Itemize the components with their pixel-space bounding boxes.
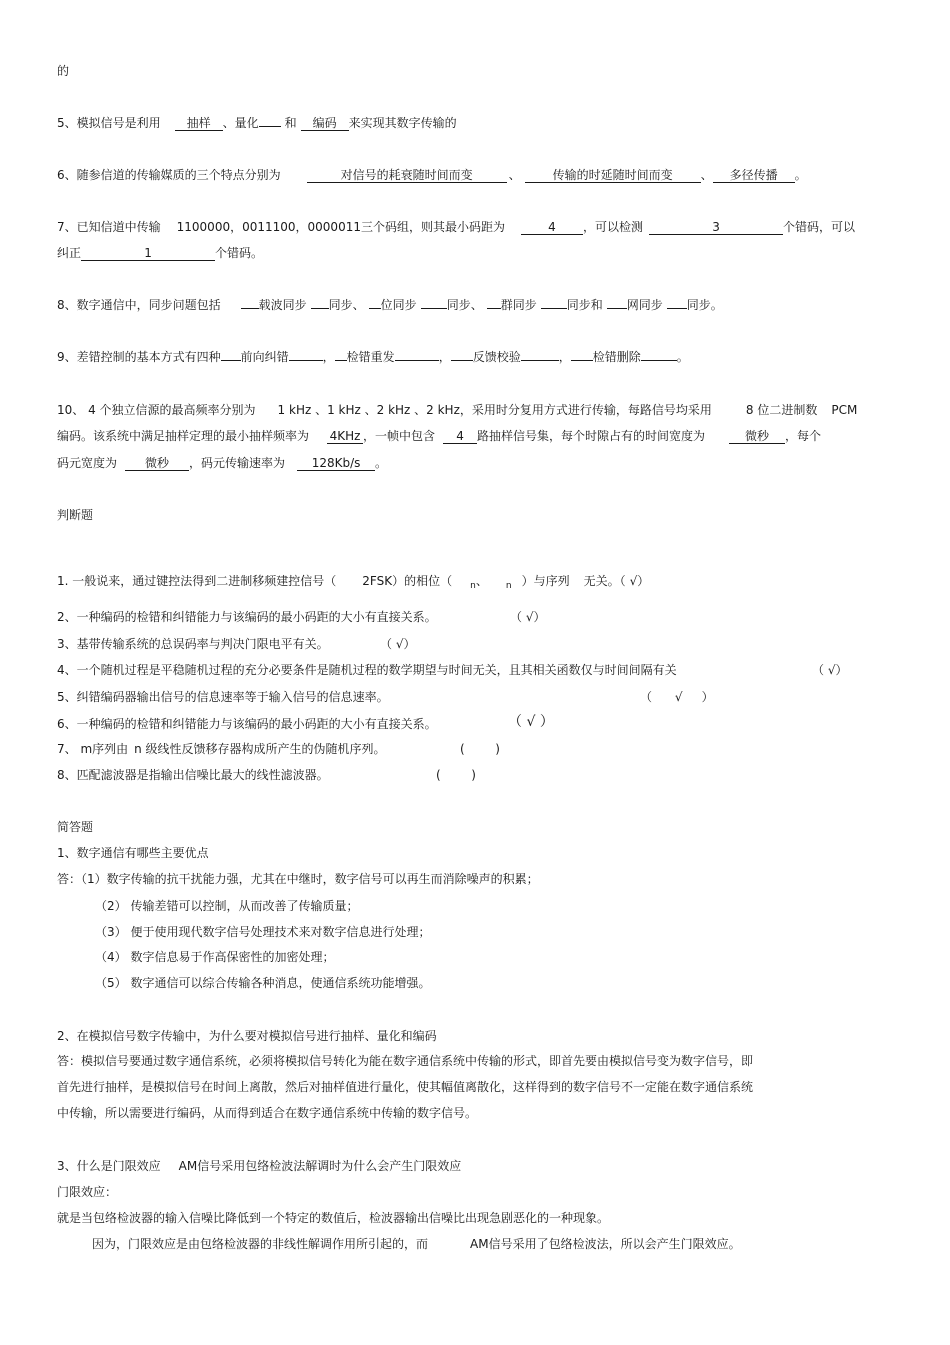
q9-blank-2a (335, 360, 347, 361)
q10-line2-d: ，每个 (785, 429, 822, 443)
q6-sep-1: 、 (508, 168, 521, 182)
q10-freqs: 1 kHz 、1 kHz 、2 kHz 、2 kHz (277, 403, 460, 417)
judge-2-mark (510, 609, 545, 625)
q10-answer-2: 4 (443, 429, 477, 444)
q8-blank-2 (311, 308, 329, 309)
judge-3-text: 3、基带传输系统的总误码率与判决门限电平有关。 (57, 637, 329, 651)
q8-sync-3: 同步和 (566, 298, 603, 312)
q7-prefix: 7、已知信道中传输 (57, 220, 161, 234)
q7-mid-1: 三个码组，则其最小码距为 (360, 220, 505, 234)
q6-end: 。 (794, 168, 807, 182)
short-q1-line-4 (95, 949, 334, 965)
short-heading (57, 819, 93, 835)
short-q3-title-a: 3、什么是门限效应 (57, 1159, 161, 1173)
q5-blank-2 (259, 126, 281, 127)
q10-line3-c: 。 (375, 456, 388, 470)
q9-blank-2b (395, 360, 439, 361)
judge-5-mark (640, 689, 714, 705)
q7-line2-suffix: 个错码。 (215, 246, 264, 260)
q10-answer-5: 128Kb/s (297, 456, 375, 471)
q8-blank-5 (487, 308, 501, 309)
q8-term-1: 载波同步 (258, 298, 307, 312)
q9-blank-4a (571, 360, 593, 361)
q8-sync-1: 同步、 (328, 298, 365, 312)
short-q2-line-3 (57, 1105, 477, 1121)
judge-7-text-b: n 级线性反馈移存器构成所产生的伪随机序列。 (134, 742, 386, 756)
short-q1-title (57, 845, 209, 861)
judge-item-4 (57, 662, 677, 678)
q7-line2-prefix: 纠正 (57, 246, 82, 260)
q6-sep-2: 、 (700, 168, 713, 182)
short-q3-title-b: AM信号采用包络检波法解调时为什么会产生门限效应 (178, 1159, 462, 1173)
short-q2-line-1 (57, 1053, 753, 1069)
judge-item-1 (57, 573, 649, 594)
short-q1-line-1 (57, 871, 539, 887)
judge-5-mark-text: （ √ ） (640, 690, 714, 704)
judge-7-mark-text: ( ) (460, 742, 500, 756)
judge-item-7 (57, 741, 386, 757)
q10-bits: 8 位二进制数 (745, 403, 818, 417)
q9-blank-3a (451, 360, 473, 361)
page-fragment (57, 63, 69, 79)
short-q1-line-3-text: （3） 便于使用现代数字信号处理技术来对数字信息进行处理； (95, 925, 431, 939)
q9-prefix: 9、差错控制的基本方式有四种 (57, 350, 221, 364)
question-6 (57, 167, 807, 183)
judge-6-text: 6、一种编码的检错和纠错能力与该编码的最小码距的大小有直接关系。 (57, 717, 437, 731)
q10-line1-a: 10、 4 个独立信源的最高频率分别为 (57, 403, 256, 417)
judge-item-6 (57, 716, 437, 732)
judge-1-text-d: 无关。（ (583, 574, 626, 588)
judge-6-mark-text: （ √ ） (508, 714, 554, 730)
q10-answer-3: 微秒 (729, 429, 785, 444)
short-q3-label-text: 门限效应： (57, 1185, 118, 1199)
short-q2-line-2-text: 首先进行抽样，是模拟信号在时间上离散，然后对抽样值进行量化，使其幅值离散化，这样得到的数字信号不一定能在数字通信系统 (57, 1080, 754, 1094)
judge-heading (57, 507, 93, 523)
judge-4-mark-text: （ √） (812, 663, 848, 677)
q9-end: 。 (676, 350, 689, 364)
judge-1-sub-1: n (470, 581, 476, 591)
q7-codes: 1100000，0011100，0000011 (176, 220, 361, 234)
judge-1-sub-2: n (505, 581, 512, 591)
short-q1-line-3 (95, 924, 430, 940)
short-q3-definition (57, 1210, 609, 1226)
q8-prefix: 8、数字通信中，同步问题包括 (57, 298, 221, 312)
q6-answer-2: 传输的时延随时间而变 (525, 168, 701, 183)
q10-line2-a: 编码。该系统中满足抽样定理的最小抽样频率为 (57, 429, 310, 443)
judge-8-mark-text: ( ) (436, 768, 476, 782)
q5-answer-1: 抽样 (175, 116, 223, 131)
judge-1-text-e: ） (637, 574, 650, 588)
q5-prefix: 5、模拟信号是利用 (57, 116, 161, 130)
q10-line2-b: ，一帧中包含 (363, 429, 436, 443)
q10-line3-a: 码元宽度为 (57, 456, 118, 470)
short-q3-title (57, 1158, 461, 1174)
q9-blank-4b (641, 360, 677, 361)
short-q1-line-5-text: （5） 数字通信可以综合传输各种消息，使通信系统功能增强。 (95, 976, 431, 990)
judge-8-text: 8、匹配滤波器是指输出信噪比最大的线性滤波器。 (57, 768, 329, 782)
question-10-line-3 (57, 455, 387, 471)
q10-pcm: PCM (831, 403, 858, 417)
judge-1-text-b: ）的相位（ (392, 574, 453, 588)
q10-line3-b: ，码元传输速率为 (189, 456, 286, 470)
q8-sync-4: 同步。 (686, 298, 723, 312)
short-heading-text: 简答题 (57, 820, 94, 834)
short-q3-label (57, 1184, 117, 1200)
question-10-line-1 (57, 402, 857, 418)
judge-3-mark-text: （ √） (380, 637, 416, 651)
question-10-line-2 (57, 428, 821, 444)
short-q2-line-2 (57, 1079, 753, 1095)
judge-item-3 (57, 636, 329, 652)
q8-blank-4 (421, 308, 447, 309)
q9-term-2: 检错重发 (346, 350, 395, 364)
short-q2-line-1-text: 答：模拟信号要通过数字通信系统，必须将模拟信号转化为能在数字通信系统中传输的形式，即首先要由模拟信号变为数字信号，即 (57, 1054, 754, 1068)
q8-blank-8 (667, 308, 687, 309)
judge-1-mid: 、 (475, 574, 488, 588)
q8-term-3: 群同步 (500, 298, 537, 312)
short-q1-line-2 (95, 898, 358, 914)
short-q1-title-text: 1、数字通信有哪些主要优点 (57, 846, 209, 860)
q9-blank-3b (521, 360, 559, 361)
q6-prefix: 6、随参信道的传输媒质的三个特点分别为 (57, 168, 281, 182)
q7-answer-2: 3 (649, 220, 783, 235)
q9-blank-1b (289, 360, 323, 361)
short-q1-line-5 (95, 975, 430, 991)
q7-answer-3: 1 (81, 246, 215, 261)
judge-1-code: 2FSK (362, 574, 393, 588)
short-q3-reason (92, 1236, 741, 1252)
q7-answer-1: 4 (521, 220, 583, 235)
short-q2-line-3-text: 中传输，所以需要进行编码，从而得到适合在数字通信系统中传输的数字信号。 (57, 1106, 478, 1120)
q8-blank-1 (241, 308, 259, 309)
q8-sync-2: 同步、 (446, 298, 483, 312)
q9-term-3: 反馈校验 (472, 350, 521, 364)
judge-heading-text: 判断题 (57, 508, 94, 522)
judge-1-mark: √ (629, 574, 638, 588)
short-q1-line-2-text: （2） 传输差错可以控制，从而改善了传输质量； (95, 899, 359, 913)
judge-5-text: 5、纠错编码器输出信号的信息速率等于输入信号的信息速率。 (57, 690, 389, 704)
q5-sep-1: 、量化 (222, 116, 259, 130)
short-q1-line-1-text: 答：（1）数字传输的抗干扰能力强，尤其在中继时，数字信号可以再生而消除噪声的积累； (57, 872, 539, 886)
q10-line1-b: ，采用时分复用方式进行传输，每路信号均采用 (459, 403, 712, 417)
judge-item-8 (57, 767, 329, 783)
q7-mid-2: ，可以检测 (583, 220, 644, 234)
judge-4-text: 4、一个随机过程是平稳随机过程的充分必要条件是随机过程的数学期望与时间无关，且其相关函数仅与时间间隔有关 (57, 663, 677, 677)
q10-answer-1: 4KHz (327, 429, 363, 444)
q8-term-2: 位同步 (380, 298, 417, 312)
q6-answer-1: 对信号的耗衰随时间而变 (307, 168, 507, 183)
judge-item-5 (57, 689, 389, 705)
short-q3-reason-b: AM信号采用了包络检波法，所以会产生门限效应。 (470, 1237, 741, 1251)
q10-line2-c: 路抽样信号集，每个时隙占有的时间宽度为 (477, 429, 706, 443)
q7-mid-3: 个错码，可以 (783, 220, 856, 234)
judge-1-text-c: ）与序列 (521, 574, 570, 588)
q5-suffix: 来实现其数字传输的 (348, 116, 457, 130)
short-q1-line-4-text: （4） 数字信息易于作高保密性的加密处理； (95, 950, 335, 964)
q5-sep-2: 和 (284, 116, 297, 130)
question-8 (57, 297, 723, 313)
short-q2-title (57, 1028, 437, 1044)
judge-4-mark (812, 662, 847, 678)
q6-answer-3: 多径传播 (713, 168, 795, 183)
q5-answer-3: 编码 (301, 116, 349, 131)
q10-answer-4: 微秒 (125, 456, 189, 471)
judge-6-mark (508, 714, 554, 730)
short-q3-definition-text: 就是当包络检波器的输入信噪比降低到一个特定的数值后，检波器输出信噪比出现急剧恶化的一种现象。 (57, 1211, 610, 1225)
judge-item-2 (57, 609, 437, 625)
fragment-text: 的 (57, 64, 70, 78)
q9-term-1: 前向纠错 (240, 350, 289, 364)
judge-8-mark (436, 767, 476, 783)
short-q2-title-text: 2、在模拟信号数字传输中，为什么要对模拟信号进行抽样、量化和编码 (57, 1029, 437, 1043)
judge-2-mark-text: （ √） (510, 610, 546, 624)
judge-7-text-a: 7、 m序列由 (57, 742, 129, 756)
short-q3-reason-a: 因为，门限效应是由包络检波器的非线性解调作用所引起的，而 (92, 1237, 429, 1251)
judge-3-mark (380, 636, 415, 652)
question-5 (57, 115, 457, 131)
question-7-line-2 (57, 245, 263, 261)
q8-blank-7 (607, 308, 627, 309)
question-7-line-1 (57, 219, 855, 235)
q8-blank-6 (541, 308, 567, 309)
judge-1-text-a: 1. 一般说来，通过键控法得到二进制移频建控信号（ (57, 574, 337, 588)
q9-blank-1a (221, 360, 241, 361)
judge-2-text: 2、一种编码的检错和纠错能力与该编码的最小码距的大小有直接关系。 (57, 610, 437, 624)
question-9: 9、差错控制的基本方式有四种 前向纠错 ， 检错重发 ， 反馈校验 ， 检错删除 。 (57, 350, 689, 364)
q9-term-4: 检错删除 (592, 350, 641, 364)
q8-term-4: 网同步 (626, 298, 663, 312)
q8-blank-3 (369, 308, 381, 309)
judge-7-mark (460, 741, 500, 757)
